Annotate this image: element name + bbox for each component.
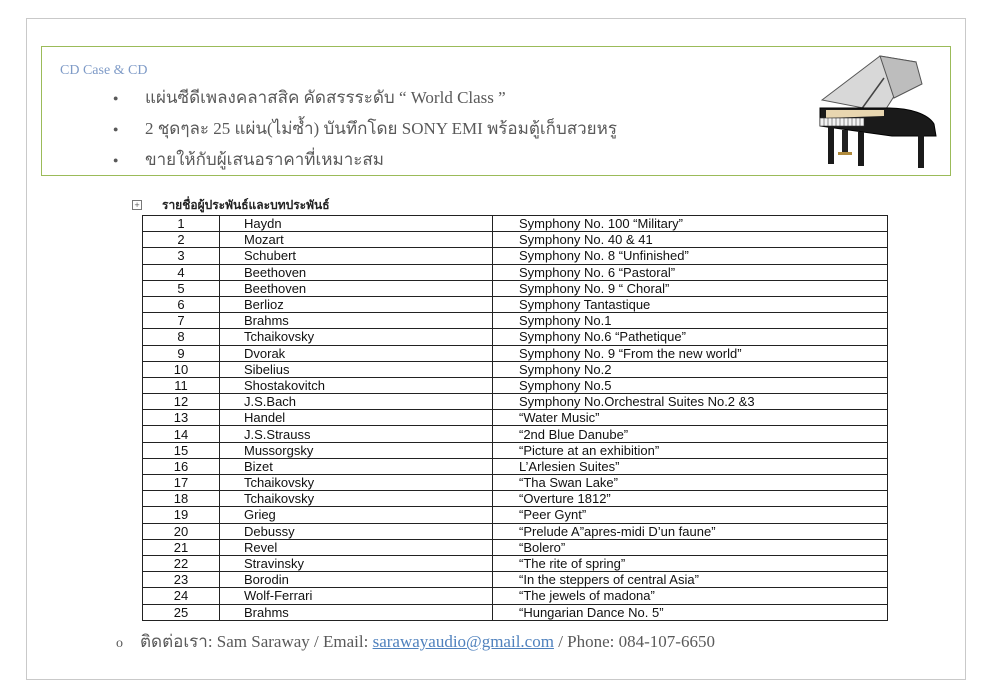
composer-cell: Borodin [220,572,493,588]
row-number-cell: 4 [143,264,220,280]
contact-line [116,628,715,655]
table-row [143,539,888,555]
work-cell: “The jewels of madona” [493,588,888,604]
email-link[interactable]: sarawayaudio@gmail.com [372,632,554,651]
work-cell: Symphony No.6 “Pathetique” [493,329,888,345]
composer-cell: Grieg [220,507,493,523]
composer-cell: Debussy [220,523,493,539]
composer-cell: Brahms [220,604,493,620]
work-cell: “Tha Swan Lake” [493,475,888,491]
work-cell: Symphony No.Orchestral Suites No.2 &3 [493,394,888,410]
row-number-cell: 17 [143,475,220,491]
composer-cell: Beethoven [220,264,493,280]
feature-item: ● แผ่นซีดีเพลงคลาสสิค คัดสรรระดับ “ World Class ” [118,86,617,117]
composer-cell: Shostakovitch [220,377,493,393]
work-cell: “Peer Gynt” [493,507,888,523]
composer-cell: Tchaikovsky [220,491,493,507]
table-row [143,491,888,507]
work-cell: Symphony No. 9 “ Choral” [493,280,888,296]
row-number-cell: 12 [143,394,220,410]
composer-cell: Wolf-Ferrari [220,588,493,604]
table-row [143,313,888,329]
work-cell: Symphony No. 6 “Pastoral” [493,264,888,280]
table-row [143,588,888,604]
work-cell: Symphony No. 100 “Military” [493,216,888,232]
composer-cell: J.S.Bach [220,394,493,410]
work-cell: Symphony No. 8 “Unfinished” [493,248,888,264]
row-number-cell: 13 [143,410,220,426]
composer-cell: Schubert [220,248,493,264]
work-cell: Symphony No. 9 “From the new world” [493,345,888,361]
composer-cell: Dvorak [220,345,493,361]
work-cell: Symphony No.2 [493,361,888,377]
table-row [143,394,888,410]
row-number-cell: 24 [143,588,220,604]
header-title: CD Case & CD [60,63,148,78]
row-number-cell: 3 [143,248,220,264]
table-row [143,458,888,474]
work-cell: Symphony No.1 [493,313,888,329]
composer-cell: Brahms [220,313,493,329]
row-number-cell: 23 [143,572,220,588]
work-cell: “In the steppers of central Asia” [493,572,888,588]
composer-cell: Berlioz [220,296,493,312]
table-row [143,216,888,232]
composer-cell: Mozart [220,232,493,248]
row-number-cell: 6 [143,296,220,312]
work-cell: “Prelude A”apres-midi D’un faune” [493,523,888,539]
table-row [143,361,888,377]
composer-cell: Beethoven [220,280,493,296]
table-row [143,604,888,620]
work-cell: Symphony No.5 [493,377,888,393]
work-cell: L’Arlesien Suites” [493,458,888,474]
table-title: รายชื่อผู้ประพันธ์และบทประพันธ์ [162,198,330,212]
row-number-cell: 15 [143,442,220,458]
table-row [143,410,888,426]
work-cell: “Bolero” [493,539,888,555]
row-number-cell: 8 [143,329,220,345]
table-row [143,280,888,296]
table-row [143,572,888,588]
row-number-cell: 10 [143,361,220,377]
composer-cell: Haydn [220,216,493,232]
row-number-cell: 9 [143,345,220,361]
work-cell: “Water Music” [493,410,888,426]
table-row [143,345,888,361]
composer-cell: J.S.Strauss [220,426,493,442]
feature-item: ● 2 ชุดๆละ 25 แผ่น(ไม่ซ้ำ) บันทึกโดย SONY EMI พร้อมตู้เก็บสวยหรู [118,117,617,148]
grand-piano-image [818,54,940,172]
row-number-cell: 5 [143,280,220,296]
row-number-cell: 7 [143,313,220,329]
composer-cell: Revel [220,539,493,555]
composer-cell: Tchaikovsky [220,329,493,345]
work-cell: “Picture at an exhibition” [493,442,888,458]
table-row [143,377,888,393]
feature-list [118,86,617,179]
row-number-cell: 25 [143,604,220,620]
work-cell: “The rite of spring” [493,555,888,571]
work-cell: Symphony Tantastique [493,296,888,312]
table-row [143,475,888,491]
contact-phone: / Phone: 084-107-6650 [553,632,715,651]
feature-item: ● ขายให้กับผู้เสนอราคาที่เหมาะสม [118,148,617,179]
table-row [143,232,888,248]
table-row [143,507,888,523]
composer-cell: Bizet [220,458,493,474]
row-number-cell: 18 [143,491,220,507]
composer-table [142,215,888,621]
row-number-cell: 14 [143,426,220,442]
circle-bullet-icon: o [116,636,123,651]
work-cell: Symphony No. 40 & 41 [493,232,888,248]
row-number-cell: 20 [143,523,220,539]
row-number-cell: 11 [143,377,220,393]
table-row [143,523,888,539]
contact-label: ติดต่อเรา: Sam Saraway / Email: [140,632,373,651]
table-row [143,248,888,264]
composer-cell: Tchaikovsky [220,475,493,491]
work-cell: “2nd Blue Danube” [493,426,888,442]
row-number-cell: 21 [143,539,220,555]
work-cell: “Overture 1812” [493,491,888,507]
row-number-cell: 19 [143,507,220,523]
work-cell: “Hungarian Dance No. 5” [493,604,888,620]
row-number-cell: 16 [143,458,220,474]
composer-cell: Handel [220,410,493,426]
row-number-cell: 2 [143,232,220,248]
table-row [143,442,888,458]
table-row [143,296,888,312]
table-move-handle[interactable]: + [132,200,142,210]
table-row [143,329,888,345]
row-number-cell: 1 [143,216,220,232]
row-number-cell: 22 [143,555,220,571]
table-row [143,264,888,280]
composer-cell: Stravinsky [220,555,493,571]
composer-cell: Sibelius [220,361,493,377]
table-row [143,555,888,571]
composer-cell: Mussorgsky [220,442,493,458]
table-row [143,426,888,442]
